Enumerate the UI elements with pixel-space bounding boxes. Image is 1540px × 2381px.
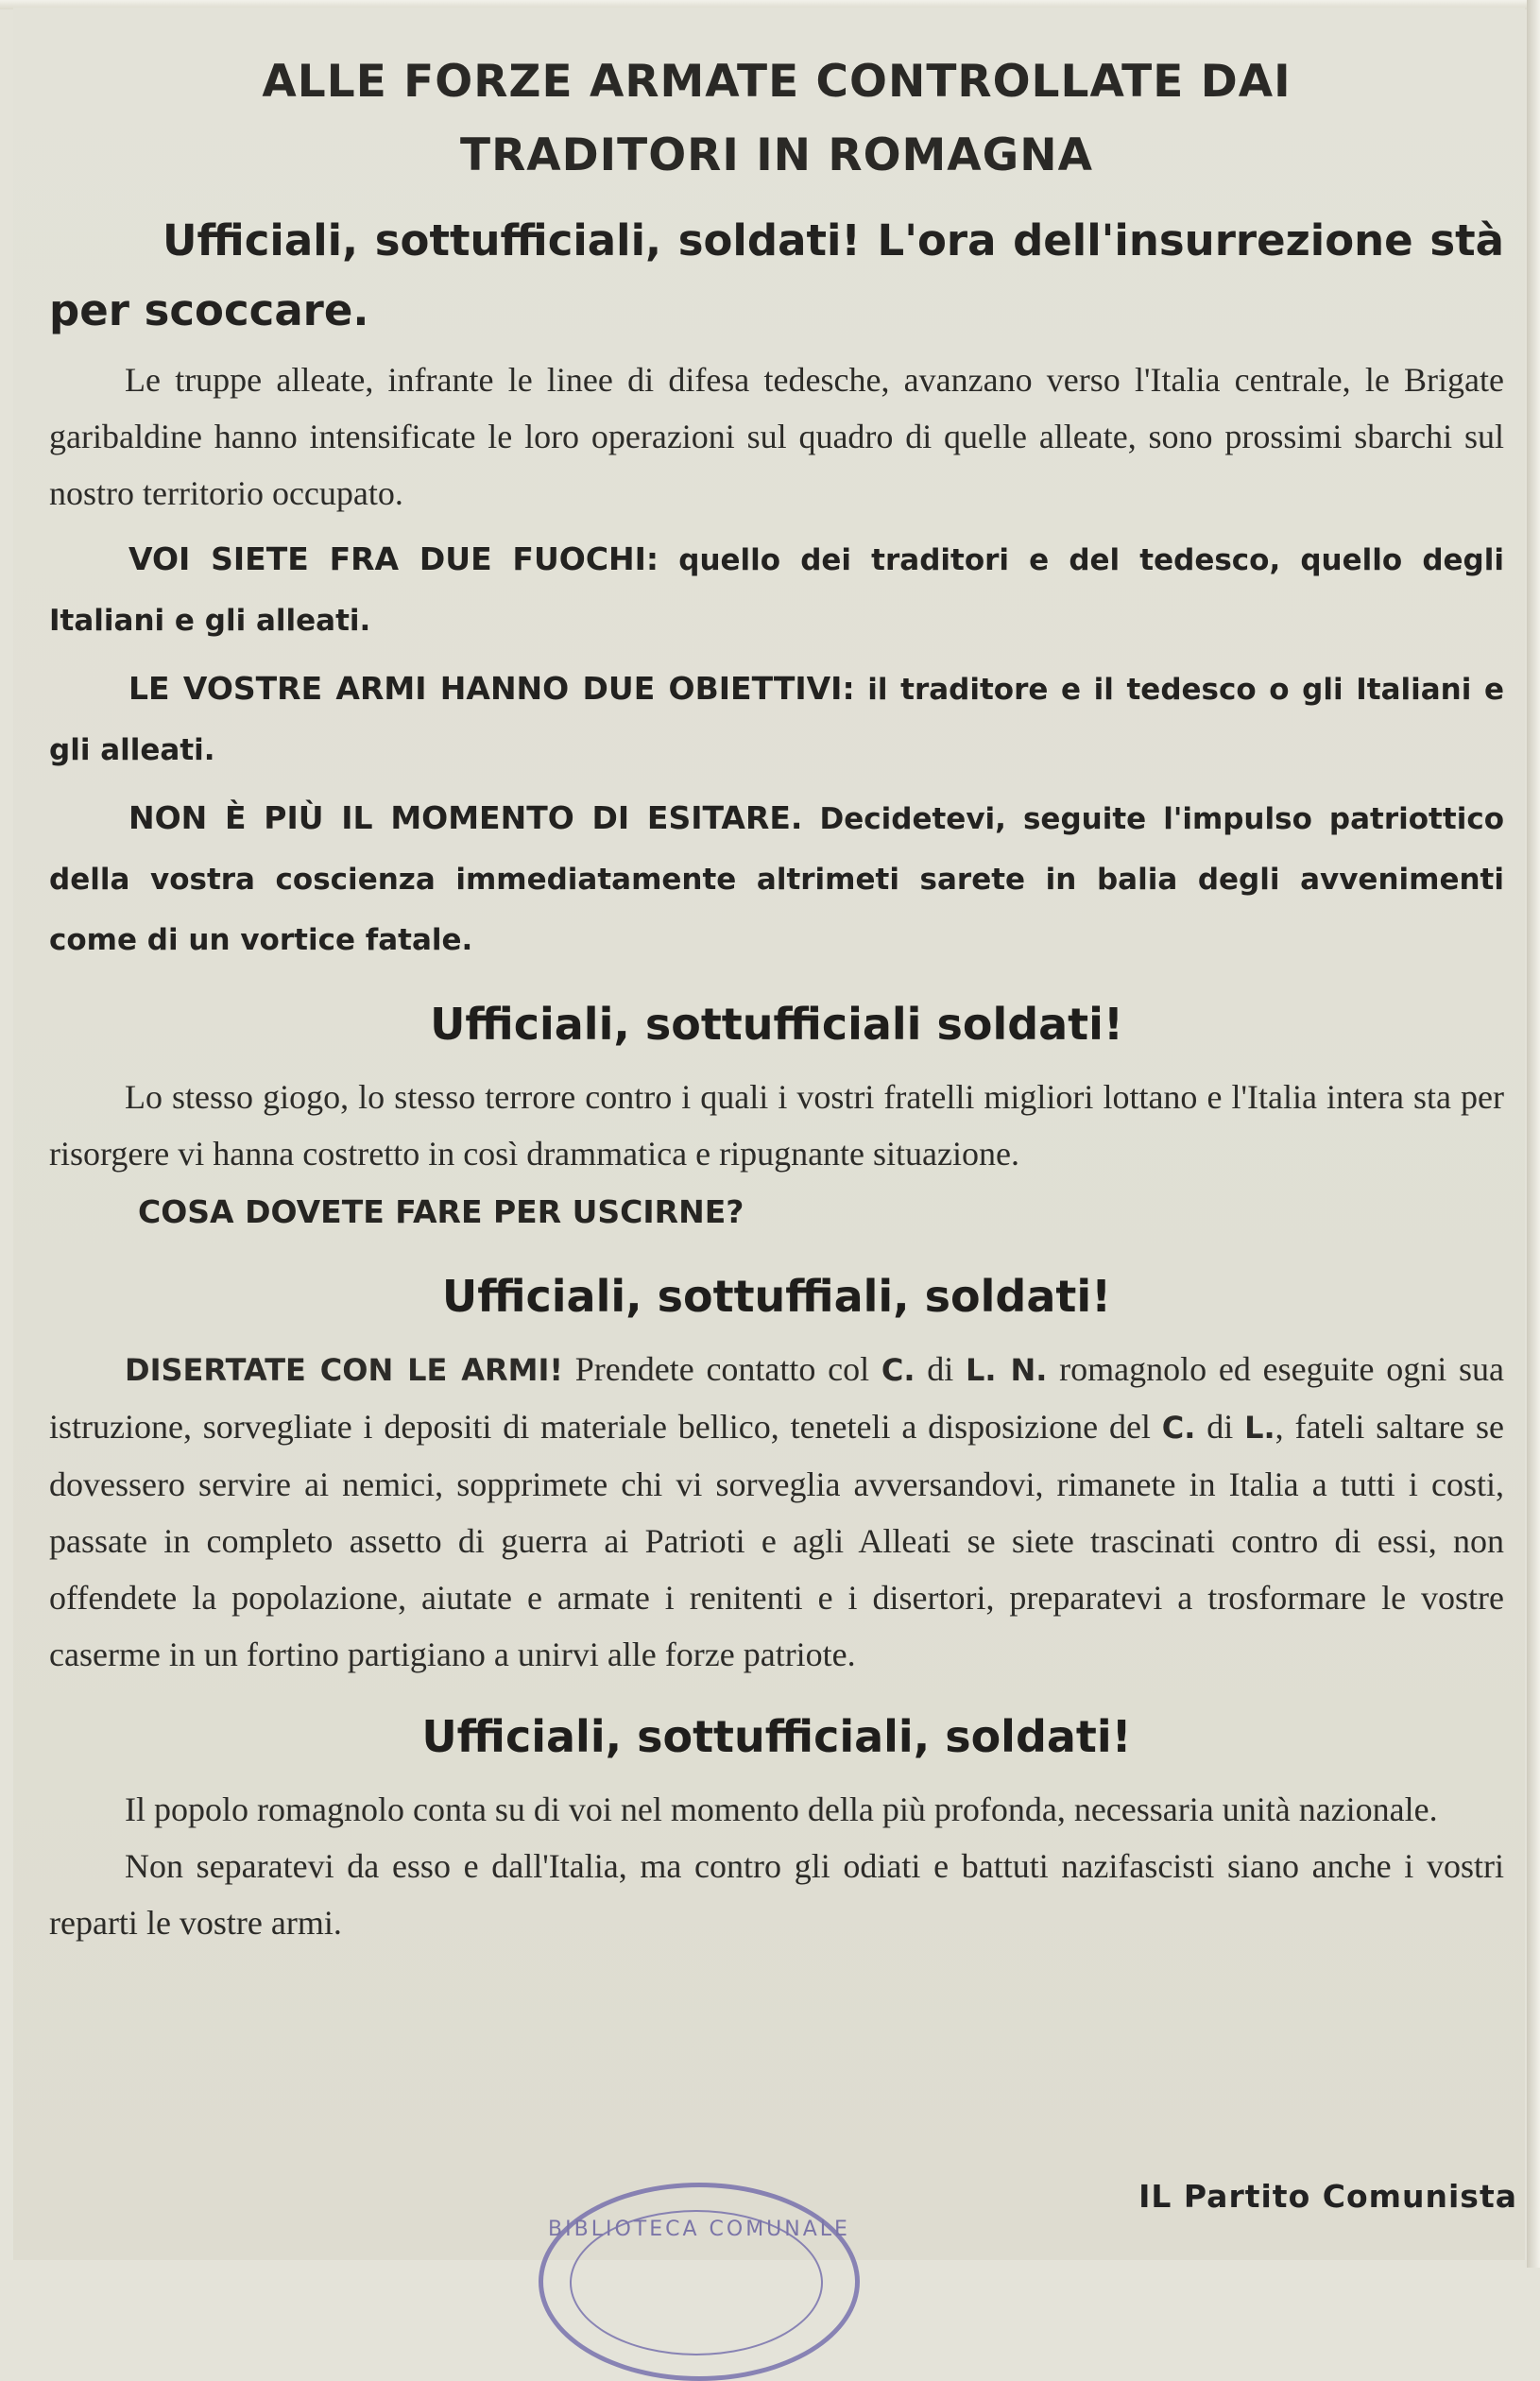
title-line-1: ALLE FORZE ARMATE CONTROLLATE DAI [262, 56, 1292, 108]
signature: IL Partito Comunista [1138, 2178, 1517, 2215]
no-hesitation-rest: Decidetevi, seguite l'impulso patriottico della vostra coscienza immediatamente altrimeti sarete in balia degli avvenimenti come di un vortice fatale. [49, 802, 1504, 957]
desert-c-4: L. [1244, 1410, 1275, 1446]
two-objectives-lead: LE VOSTRE ARMI HANNO DUE OBIETTIVI: [128, 670, 855, 707]
leaflet-content [49, 45, 1504, 1951]
page-title [49, 45, 1504, 193]
paragraph-allied-advance: Le truppe alleate, infrante le linee di difesa tedesche, avanzano verso l'Italia centrale, le Brigate garibaldine hanno intensificate le loro operazioni sul quadro di quelle alleate, sono prossimi sbarchi sul nostro territorio occupato. [49, 361, 1504, 512]
two-fires-lead: VOI SIETE FRA DUE FUOCHI: [128, 540, 659, 577]
desert-text-1: Prendete contatto col [563, 1350, 881, 1388]
desert-c-3: C. [1161, 1410, 1196, 1446]
paragraph-do-not-separate: Non separatevi da esso e dall'Italia, ma contro gli odiati e battuti nazifascisti siano anche i vostri reparti le vostre armi. [49, 1847, 1504, 1942]
section-heading-3: Ufficiali, sottufficiali, soldati! [421, 1711, 1132, 1762]
paragraph-desert-with-arms [49, 1341, 1504, 1683]
section-heading-1: Ufficiali, sottufficiali soldati! [430, 999, 1123, 1050]
two-fires-rest: quello dei traditori e del tedesco, quello degli Italiani e gli alleati. [49, 543, 1504, 638]
two-objectives-rest: il traditore e il tedesco o gli Italiani e gli alleati. [49, 673, 1504, 767]
paragraph-two-objectives [49, 659, 1504, 780]
subheading: Ufficiali, sottufficiali, soldati! L'ora dell'insurrezione stà per scoccare. [49, 215, 1504, 335]
library-stamp-text: BIBLIOTECA COMUNALE [548, 2218, 850, 2241]
desert-text-3: romagnolo ed eseguite ogni sua istruzione, sorvegliate i depositi di materiale bellico, teneteli a disposizione del [49, 1350, 1505, 1446]
paragraph-same-yoke: Lo stesso giogo, lo stesso terrore contro i quali i vostri fratelli migliori lottano e l'Italia intera sta per risorgere vi hanna costretto in così drammatica e ripugnante situazione. [49, 1078, 1504, 1173]
desert-c-1: C. [881, 1352, 915, 1388]
paragraph-two-fires [49, 529, 1504, 651]
desert-c-2: L. N. [966, 1352, 1048, 1388]
desert-lead: DISERTATE CON LE ARMI! [125, 1352, 564, 1388]
paragraph-no-hesitation [49, 788, 1504, 970]
paragraph-romagnol-people: Il popolo romagnolo conta su di voi nel momento della più profonda, necessaria unità nazionale. [125, 1790, 1438, 1828]
desert-text-5: , fateli saltare se dovessero servire ai nemici, sopprimete chi vi sorveglia avversandovi, rimanete in Italia a tutti i costi, passate in completo assetto di guerra ai Patrioti e agli Alleati se siete trascinati contro di essi, non offendete la popolazione, aiutate e armate i renitenti e i disertori, preparatevi a trosformare le vostre caserme in un fortino partigiano a unirvi alle forze patriote. [49, 1408, 1504, 1673]
desert-text-2: di [915, 1350, 967, 1388]
question-heading: COSA DOVETE FARE PER USCIRNE? [138, 1193, 744, 1230]
paper-right-edge [1527, 0, 1540, 2268]
section-heading-2: Ufficiali, sottuffiali, soldati! [441, 1271, 1112, 1322]
title-line-2: TRADITORI IN ROMAGNA [460, 129, 1093, 181]
no-hesitation-lead: NON È PIÙ IL MOMENTO DI ESITARE. [128, 799, 803, 836]
desert-text-4: di [1195, 1408, 1245, 1446]
library-stamp [539, 2183, 860, 2381]
